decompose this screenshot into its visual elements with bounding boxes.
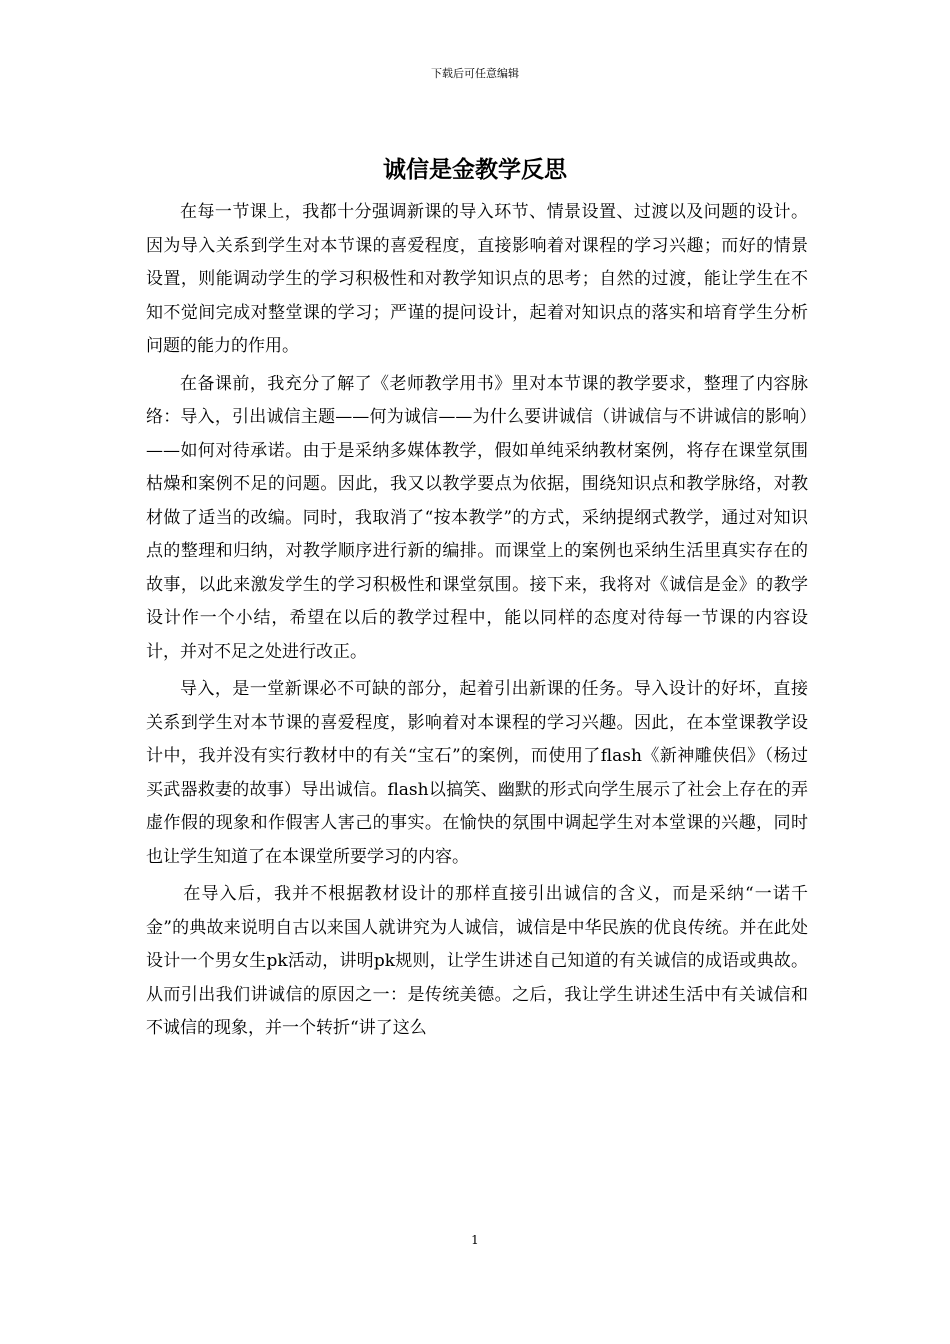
page-number: 1 (471, 1233, 479, 1247)
body-paragraph-1: 在每一节课上，我都十分强调新课的导入环节、情景设置、过渡以及问题的设计。因为导入关系到学生对本节课的喜爱程度，直接影响着对课程的学习兴趣；而好的情景设置，则能调动学生的学习积极性和对教学知识点的思考；自然的过渡，能让学生在不知不觉间完成对整堂课的学习；严谨的提问设计，起着对知识点的落实和培育学生分析问题的能力的作用。 (146, 202, 808, 356)
body-paragraph-2: 在备课前，我充分了解了《老师教学用书》里对本节课的教学要求，整理了内容脉络：导入，引出诚信主题——何为诚信——为什么要讲诚信（讲诚信与不讲诚信的影响）——如何对待承诺。由于是采纳多媒体教学，假如单纯采纳教材案例，将存在课堂氛围枯燥和案例不足的问题。因此，我又以教学要点为依据，围绕知识点和教学脉络，对教材做了适当的改编。同时，我取消了“按本教学”的方式，采纳提纲式教学，通过对知识点的整理和归纳，对教学顺序进行新的编排。而课堂上的案例也采纳生活里真实存在的故事，以此来激发学生的学习积极性和课堂氛围。接下来，我将对《诚信是金》的教学设计作一个小结，希望在以后的教学过程中，能以同样的态度对待每一节课的内容设计，并对不足之处进行改正。 (146, 373, 808, 662)
body-paragraph-4: 在导入后，我并不根据教材设计的那样直接引出诚信的含义，而是采纳“一诺千金”的典故来说明自古以来国人就讲究为人诚信，诚信是中华民族的优良传统。并在此处设计一个男女生pk活动，讲明pk规则，让学生讲述自己知道的有关诚信的成语或典故。从而引出我们讲诚信的原因之一：是传统美德。之后，我让学生讲述生活中有关诚信和不诚信的现象，并一个转折“讲了这么 (146, 884, 808, 1038)
body-paragraph-3: 导入，是一堂新课必不可缺的部分，起着引出新课的任务。导入设计的好坏，直接关系到学生对本节课的喜爱程度，影响着对本课程的学习兴趣。因此，在本堂课教学设计中，我并没有实行教材中的有关“宝石”的案例，而使用了flash《新神雕侠侣》（杨过买武器救妻的故事）导出诚信。flash以搞笑、幽默的形式向学生展示了社会上存在的弄虚作假的现象和作假害人害己的事实。在愉快的氛围中调起学生对本堂课的兴趣，同时也让学生知道了在本课堂所要学习的内容。 (146, 679, 808, 867)
document-title: 诚信是金教学反思 (383, 157, 567, 183)
page-header: 下载后可任意编辑 (431, 67, 519, 80)
document-body (146, 196, 808, 1050)
